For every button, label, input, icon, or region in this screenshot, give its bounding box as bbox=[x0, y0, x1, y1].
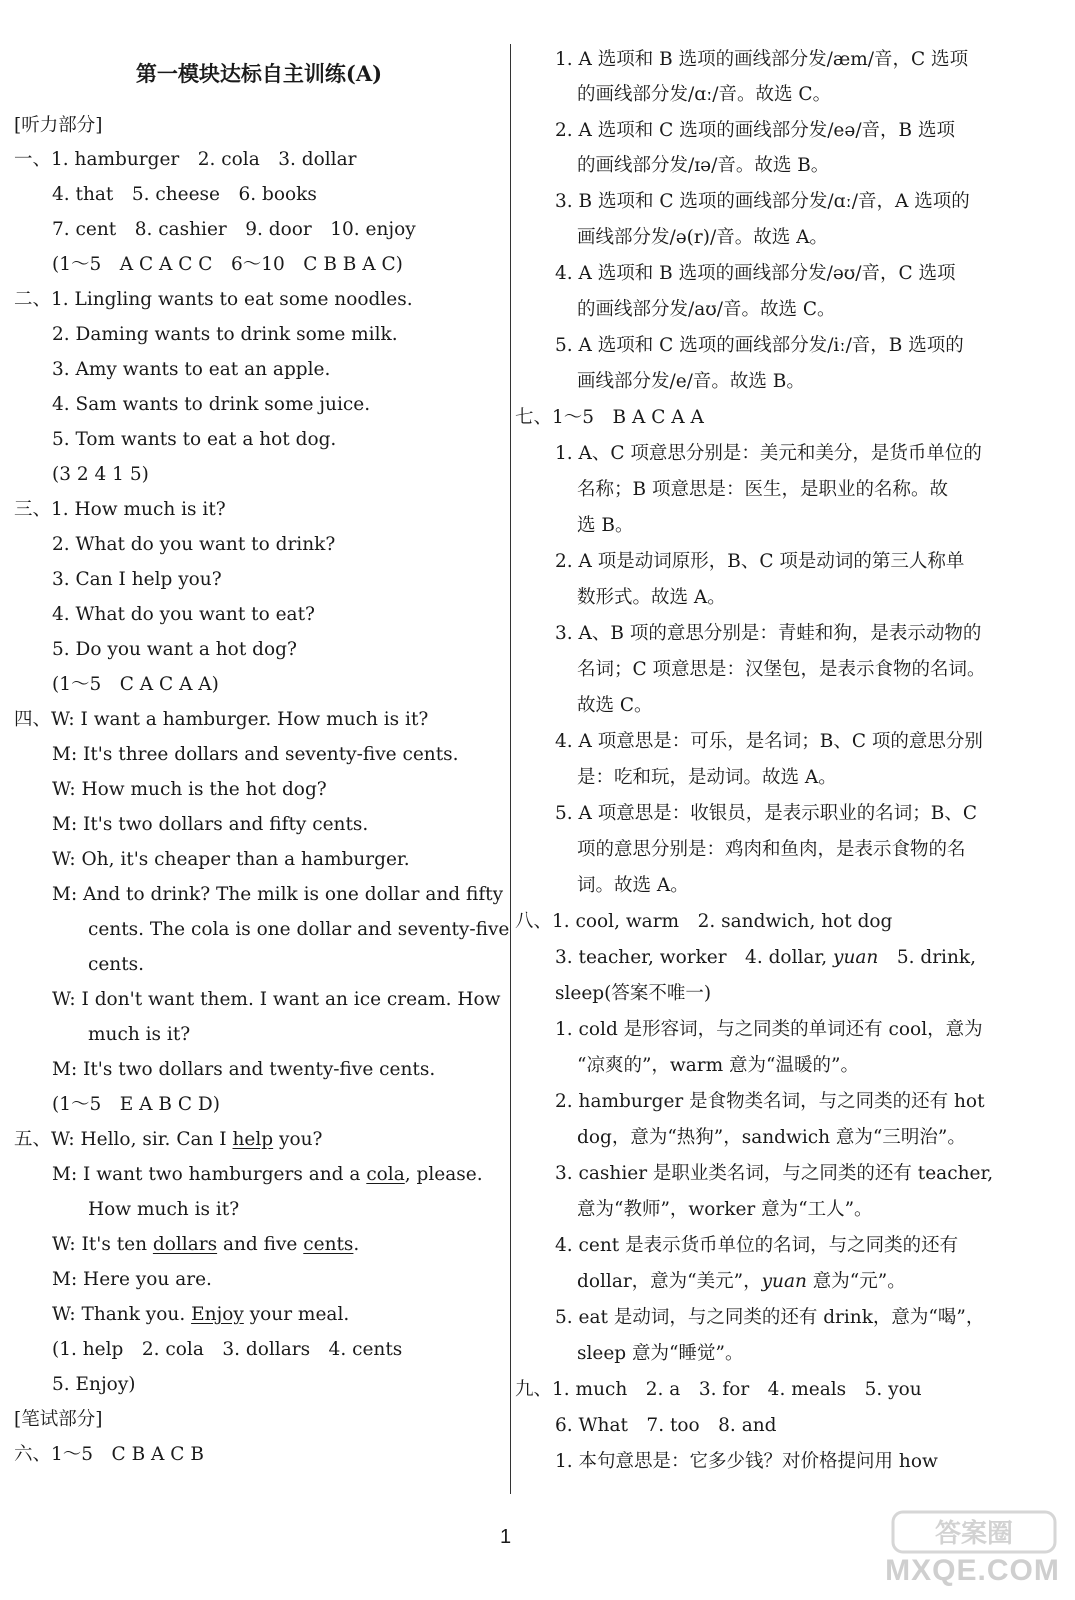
watermark-logo-text: 答案圈 bbox=[934, 1519, 1014, 1549]
explanation-line: 名称；B 项意思是：医生，是职业的名称。故 bbox=[577, 479, 948, 500]
answer-line: 2. Daming wants to drink some milk. bbox=[52, 324, 398, 345]
explanation-line: 4. A 项意思是：可乐，是名词；B、C 项的意思分别 bbox=[555, 731, 983, 752]
dialogue-line: M: And to drink? The milk is one dollar and fifty bbox=[52, 884, 504, 905]
dialogue-line: M: It's two dollars and fifty cents. bbox=[52, 814, 369, 835]
explanation-line: 是：吃和玩，是动词。故选 A。 bbox=[577, 767, 837, 788]
dialogue-line: cents. bbox=[88, 954, 145, 975]
explanation-line: 3. cashier 是职业类名词，与之同类的还有 teacher, bbox=[555, 1163, 994, 1184]
answer-key: 5. Enjoy) bbox=[52, 1374, 136, 1395]
dialogue-line: W: I don't want them. I want an ice cream. How bbox=[52, 989, 501, 1010]
dialogue-line: M: It's three dollars and seventy-five cents. bbox=[52, 744, 459, 765]
answer-line: 3. Can I help you? bbox=[52, 569, 222, 590]
explanation-line: 的画线部分发/ɑː/音。故选 C。 bbox=[577, 84, 832, 105]
dialogue-line: much is it? bbox=[88, 1024, 191, 1045]
explanation-line: 5. A 选项和 C 选项的画线部分发/iː/音，B 选项的 bbox=[555, 335, 964, 356]
answer-line: 5. Do you want a hot dog? bbox=[52, 639, 297, 660]
dialogue-line: M: It's two dollars and twenty-five cents. bbox=[52, 1059, 436, 1080]
answer-line: 5. Tom wants to eat a hot dog. bbox=[52, 429, 337, 450]
explanation-line: 3. A、B 项的意思分别是：青蛙和狗，是表示动物的 bbox=[555, 623, 982, 644]
explanation-line: 画线部分发/ə(r)/音。故选 A。 bbox=[577, 227, 828, 248]
explanation-line: 画线部分发/e/音。故选 B。 bbox=[577, 371, 805, 392]
explanation-line: 1. cold 是形容词，与之同类的单词还有 cool，意为 bbox=[555, 1019, 983, 1040]
explanation-line: 2. A 项是动词原形，B、C 项是动词的第三人称单 bbox=[555, 551, 965, 572]
dialogue-line: W: Oh, it's cheaper than a hamburger. bbox=[52, 849, 410, 870]
dialogue-line: 四、W: I want a hamburger. How much is it? bbox=[14, 709, 429, 730]
answer-line: 二、1. Lingling wants to eat some noodles. bbox=[14, 289, 413, 310]
answer-line: 7. cent 8. cashier 9. door 10. enjoy bbox=[52, 219, 416, 240]
explanation-line: 的画线部分发/ɪə/音。故选 B。 bbox=[577, 155, 830, 176]
watermark bbox=[875, 1508, 1070, 1596]
answer-line: 八、1. cool, warm 2. sandwich, hot dog bbox=[515, 911, 893, 932]
answer-line: 一、1. hamburger 2. cola 3. dollar bbox=[14, 149, 357, 170]
answer-line: 4. that 5. cheese 6. books bbox=[52, 184, 317, 205]
explanation-line: 1. A 选项和 B 选项的画线部分发/æm/音，C 选项 bbox=[555, 49, 969, 70]
page-number: 1 bbox=[500, 1526, 512, 1548]
explanation-line: 选 B。 bbox=[577, 515, 634, 536]
answer-line: 三、1. How much is it? bbox=[14, 499, 226, 520]
explanation-line: “凉爽的”，warm 意为“温暖的”。 bbox=[577, 1055, 859, 1076]
explanation-line: 的画线部分发/aʊ/音。故选 C。 bbox=[577, 299, 836, 320]
explanation-line: 2. A 选项和 C 选项的画线部分发/eə/音，B 选项 bbox=[555, 120, 956, 141]
explanation-line: dollar，意为“美元”，yuan 意为“元”。 bbox=[577, 1271, 906, 1292]
explanation-line: 项的意思分别是：鸡肉和鱼肉，是表示食物的名 bbox=[577, 839, 966, 860]
dialogue-line: W: It's ten dollars and five cents. bbox=[52, 1234, 360, 1255]
explanation-line: 名词；C 项意思是：汉堡包，是表示食物的名词。 bbox=[577, 659, 986, 680]
section-label-written: [笔试部分] bbox=[14, 1409, 103, 1430]
answer-key: 七、1～5 B A C A A bbox=[515, 407, 704, 428]
answer-key: 六、1～5 C B A C B bbox=[14, 1444, 204, 1465]
section-label-listening: [听力部分] bbox=[14, 115, 103, 136]
answer-line: 2. What do you want to drink? bbox=[52, 534, 336, 555]
explanation-line: 1. 本句意思是：它多少钱？对价格提问用 how bbox=[555, 1451, 938, 1472]
answer-line: 4. What do you want to eat? bbox=[52, 604, 315, 625]
answer-line: sleep(答案不唯一) bbox=[555, 983, 712, 1004]
page-title: 第一模块达标自主训练(A) bbox=[135, 61, 383, 86]
underlined-word: cents bbox=[303, 1234, 354, 1255]
dialogue-line: M: Here you are. bbox=[52, 1269, 212, 1290]
explanation-line: 数形式。故选 A。 bbox=[577, 587, 726, 608]
answer-line: 3. Amy wants to eat an apple. bbox=[52, 359, 331, 380]
column-divider bbox=[510, 44, 511, 1494]
explanation-line: 故选 C。 bbox=[577, 695, 653, 716]
answer-key: (1. help 2. cola 3. dollars 4. cents bbox=[52, 1339, 403, 1360]
underlined-word: help bbox=[232, 1129, 274, 1150]
watermark-site: MXQE.COM bbox=[885, 1554, 1060, 1587]
dialogue-line: W: How much is the hot dog? bbox=[52, 779, 327, 800]
underlined-word: dollars bbox=[152, 1234, 218, 1255]
underlined-word: cola bbox=[366, 1164, 405, 1185]
answer-line: 九、1. much 2. a 3. for 4. meals 5. you bbox=[515, 1379, 922, 1400]
answer-key: (1～5 C A C A A) bbox=[52, 674, 219, 695]
explanation-line: 4. cent 是表示货币单位的名词，与之同类的还有 bbox=[555, 1235, 959, 1256]
dialogue-line: How much is it? bbox=[88, 1199, 240, 1220]
dialogue-line: 五、W: Hello, sir. Can I help you? bbox=[14, 1129, 323, 1150]
answer-key: (1～5 E A B C D) bbox=[52, 1094, 220, 1115]
answer-line: 3. teacher, worker 4. dollar, yuan 5. drink, bbox=[555, 947, 976, 968]
explanation-line: 词。故选 A。 bbox=[577, 875, 689, 896]
explanation-line: sleep 意为“睡觉”。 bbox=[577, 1343, 744, 1364]
answer-key: (3 2 4 1 5) bbox=[52, 464, 149, 485]
dialogue-line: M: I want two hamburgers and a cola, please. bbox=[52, 1164, 483, 1185]
explanation-line: 3. B 选项和 C 选项的画线部分发/ɑː/音，A 选项的 bbox=[555, 191, 970, 212]
explanation-line: dog，意为“热狗”，sandwich 意为“三明治”。 bbox=[577, 1127, 966, 1148]
explanation-line: 5. A 项意思是：收银员，是表示职业的名词；B、C bbox=[555, 803, 978, 824]
answer-line: 4. Sam wants to drink some juice. bbox=[52, 394, 371, 415]
underlined-word: Enjoy bbox=[191, 1304, 244, 1325]
explanation-line: 意为“教师”，worker 意为“工人”。 bbox=[577, 1199, 873, 1220]
watermark-logo-icon bbox=[889, 1508, 1059, 1556]
explanation-line: 4. A 选项和 B 选项的画线部分发/əʊ/音，C 选项 bbox=[555, 263, 956, 284]
answer-line: 6. What 7. too 8. and bbox=[555, 1415, 777, 1436]
explanation-line: 2. hamburger 是食物类名词，与之同类的还有 hot bbox=[555, 1091, 985, 1112]
dialogue-line: W: Thank you. Enjoy your meal. bbox=[52, 1304, 350, 1325]
answer-key: (1～5 A C A C C 6～10 C B B A C) bbox=[52, 254, 403, 275]
explanation-line: 5. eat 是动词，与之同类的还有 drink，意为“喝”， bbox=[555, 1307, 985, 1328]
dialogue-line: cents. The cola is one dollar and seventy-five bbox=[88, 919, 510, 940]
explanation-line: 1. A、C 项意思分别是：美元和美分，是货币单位的 bbox=[555, 443, 982, 464]
